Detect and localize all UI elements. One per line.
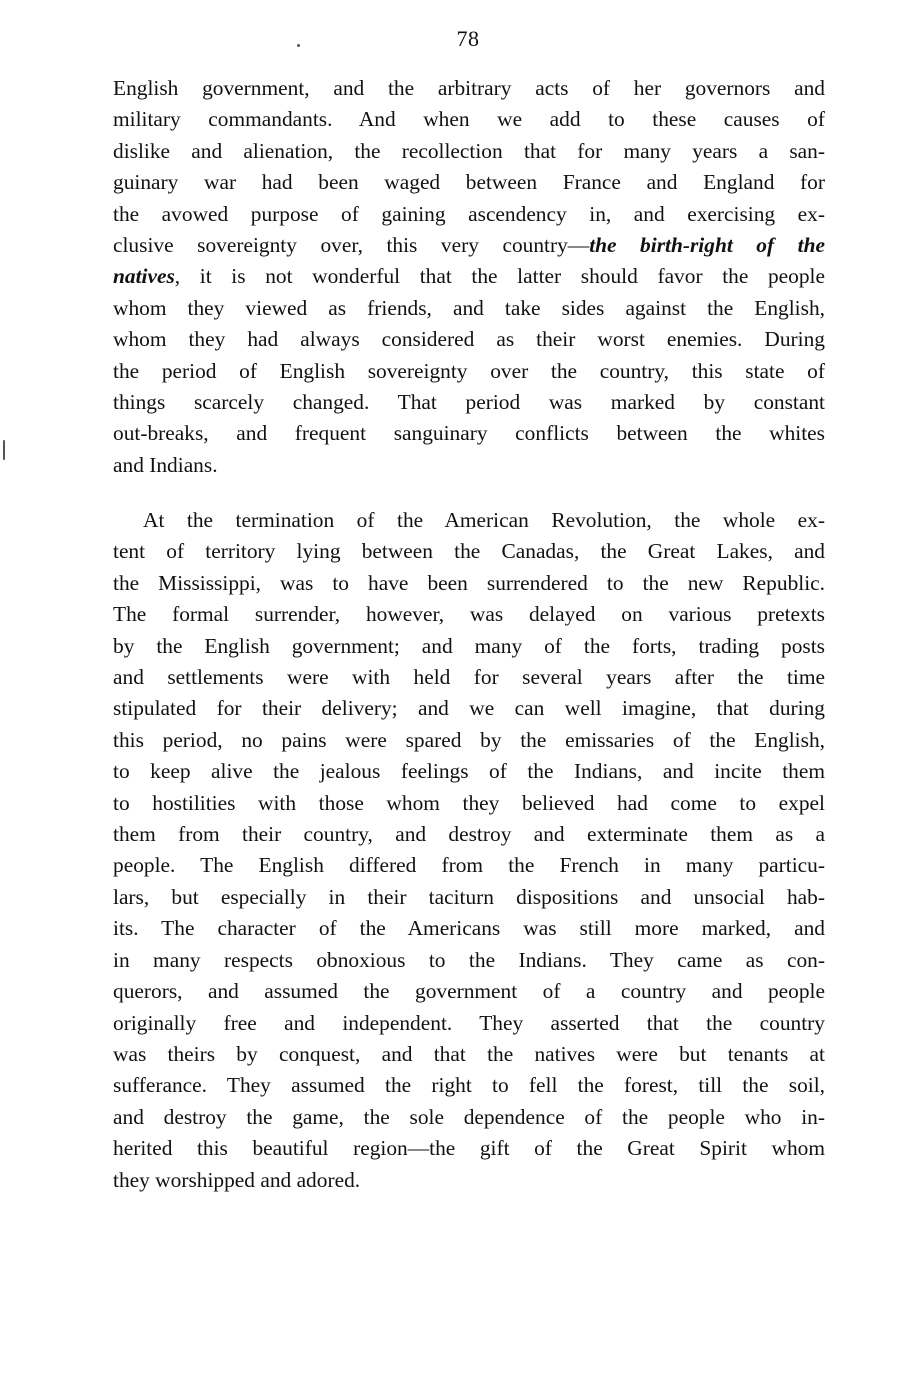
text-line: and Indians. — [113, 452, 218, 477]
text-line: was theirs by conquest, and that the natives were but tenants at — [113, 1041, 825, 1066]
text-line: guinary war had been waged between France and England for — [113, 170, 825, 195]
italic-word: natives — [113, 264, 175, 289]
text-line: originally free and independent. They asserted that the country — [113, 1010, 825, 1035]
text-line: to keep alive the jealous feelings of the Indians, and incite them — [113, 759, 825, 784]
text-line: to hostilities with those whom they believed had come to expel — [113, 790, 825, 815]
italic-phrase: the birth-right of the — [589, 233, 825, 258]
paragraph-1 — [113, 73, 825, 481]
text-line: whom they had always considered as their worst enemies. During — [113, 327, 825, 352]
scan-speck — [297, 44, 300, 47]
text-line: they worshipped and adored. — [113, 1167, 361, 1192]
text-line: English government, and the arbitrary acts of her governors and — [113, 76, 825, 100]
text-line: military commandants. And when we add to these causes of — [113, 107, 825, 132]
text-line: and settlements were with held for several years after the time — [113, 665, 825, 690]
page-number: 78 — [456, 26, 480, 51]
text-line-with-italic — [113, 230, 825, 261]
text-line: sufferance. They assumed the right to fell the forest, till the soil, — [113, 1073, 825, 1098]
text-line: lars, but especially in their taciturn dispositions and unsocial hab- — [113, 884, 825, 909]
text-line: At the termination of the American Revolution, the whole ex- — [143, 508, 825, 532]
line-segment: clusive sovereignty over, this very country— — [113, 233, 590, 258]
paragraph-2 — [113, 505, 825, 1196]
text-line: tent of territory lying between the Canadas, the Great Lakes, and — [113, 539, 825, 564]
text-line: people. The English differed from the French in many particu- — [113, 853, 825, 878]
text-line: the period of English sovereignty over the country, this state of — [113, 358, 825, 383]
text-line: stipulated for their delivery; and we can well imagine, that during — [113, 696, 825, 721]
text-line: querors, and assumed the government of a country and people — [113, 979, 825, 1004]
line-segment: , it is not wonderful that the latter should favor the people — [174, 264, 825, 289]
text-line: dislike and alienation, the recollection that for many years a san- — [113, 138, 825, 163]
text-line: in many respects obnoxious to the Indians. They came as con- — [113, 947, 825, 972]
text-line: The formal surrender, however, was delayed on various pretexts — [113, 602, 825, 627]
text-line: them from their country, and destroy and exterminate them as a — [113, 822, 825, 847]
text-line: herited this beautiful region—the gift of the Great Spirit whom — [113, 1136, 825, 1161]
text-line: the avowed purpose of gaining ascendency in, and exercising ex- — [113, 201, 825, 226]
text-line: this period, no pains were spared by the emissaries of the English, — [113, 727, 825, 752]
text-line: by the English government; and many of the forts, trading posts — [113, 633, 825, 658]
text-line: and destroy the game, the sole dependence of the people who in- — [113, 1104, 825, 1129]
scan-speck — [3, 440, 5, 460]
text-line-with-italic — [113, 261, 825, 292]
text-line: whom they viewed as friends, and take sides against the English, — [113, 295, 825, 320]
text-line: out-breaks, and frequent sanguinary conflicts between the whites — [113, 421, 825, 446]
text-line: the Mississippi, was to have been surrendered to the new Republic. — [113, 570, 825, 595]
text-line: things scarcely changed. That period was marked by constant — [113, 390, 825, 415]
text-line: its. The character of the Americans was still more marked, and — [113, 916, 825, 941]
